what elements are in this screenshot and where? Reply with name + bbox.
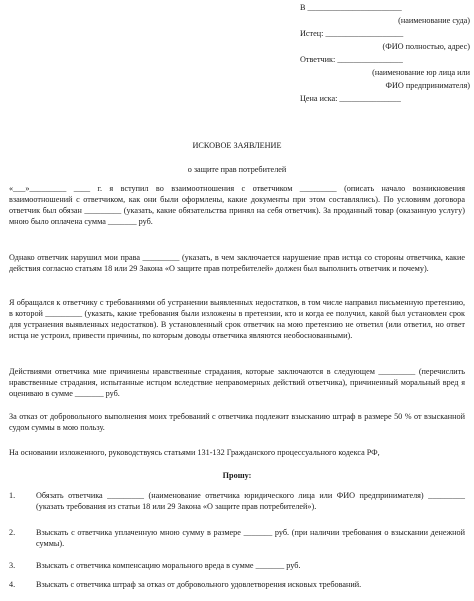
request-text: Взыскать с ответчика штраф за отказ от добровольного удовлетворения исковых требований. [36, 580, 362, 589]
document-header [300, 2, 470, 106]
court-line: В _______________________ [300, 3, 402, 12]
paragraph-5: За отказ от добровольного выполнения моих требований с ответчика подлежит взысканию штраф в размере 50 % от взысканной судом суммы в мою пользу. [9, 412, 465, 432]
paragraph-3: Я обращался к ответчику с требованиями об устранении выявленных недостатков, в том числе направил письменную претензию, в которой _________ (указать, какие требования были изложены в претензии, кто и когда ее получил, какой был установлен срок для устранения выявленных недостатков). В установленный срок ответчик на мою претензию не ответил (или ответил, но ответ истца не устроил, привести причины, по которым доводы ответчика являются необоснованными). [9, 298, 465, 340]
request-heading: Прошу: [222, 471, 252, 480]
paragraph-6: На основании изложенного, руководствуясь статьями 131-132 Гражданского процессуального кодекса РФ, [9, 448, 380, 457]
request-item-4 [9, 579, 465, 591]
defendant-hint: (наименование юр лица или [372, 68, 470, 77]
request-text: Обязать ответчика _________ (наименование ответчика юридического лица или ФИО предпринимателя) _________ (указать требования из статьи 18 или 29 Закона «О защите прав потребителей»). [36, 491, 465, 511]
paragraph-4: Действиями ответчика мне причинены нравственные страдания, которые заключаются в следующем _________ (перечислить нравственные страдания, испытанные истцом вследствие неправомерных действий ответчика), причиненный моральный вред я оцениваю в сумме _______ руб. [9, 367, 465, 398]
request-number: 2. [9, 528, 16, 537]
request-text: Взыскать с ответчика уплаченную мною сумму в размере _______ руб. (при наличии требования о взыскании денежной суммы). [36, 528, 465, 548]
court-hint: (наименование суда) [398, 16, 470, 25]
claim-price-line: Цена иска: _______________ [300, 94, 401, 103]
defendant-line: Ответчик: ________________ [300, 55, 403, 64]
document-title: ИСКОВОЕ ЗАЯВЛЕНИЕ [192, 141, 282, 150]
request-item-3 [9, 560, 465, 572]
request-item-2 [9, 527, 465, 551]
document-subtitle: о защите прав потребителей [187, 165, 287, 174]
request-text: Взыскать с ответчика компенсацию морального вреда в сумме _______ руб. [36, 561, 301, 570]
paragraph-2: Однако ответчик нарушил мои права _________ (указать, в чем заключается нарушение прав истца со стороны ответчика, какие действия согласно статьям 18 или 29 Закона «О защите прав потребителей» должен был выполнить ответчик и почему). [9, 253, 465, 273]
paragraph-1: «___»_________ ____ г. я вступил во взаимоотношения с ответчиком _________ (описать начало возникновения взаимоотношений с ответчиком, как они были оформлены, какие документы при этом составлялись). По условиям договора ответчик был обязан _________ (указать, какие обязательства принял на себя ответчик). За проданный товар (оказанную услугу) мною было оплачена сумма _______ руб. [9, 184, 465, 226]
plaintiff-line: Истец: ___________________ [300, 29, 404, 38]
request-number: 3. [9, 561, 16, 570]
plaintiff-hint: (ФИО полностью, адрес) [382, 42, 470, 51]
request-item-1 [9, 490, 465, 514]
request-number: 4. [9, 580, 16, 589]
request-number: 1. [9, 491, 16, 500]
defendant-hint-2: ФИО предпринимателя) [385, 81, 470, 90]
